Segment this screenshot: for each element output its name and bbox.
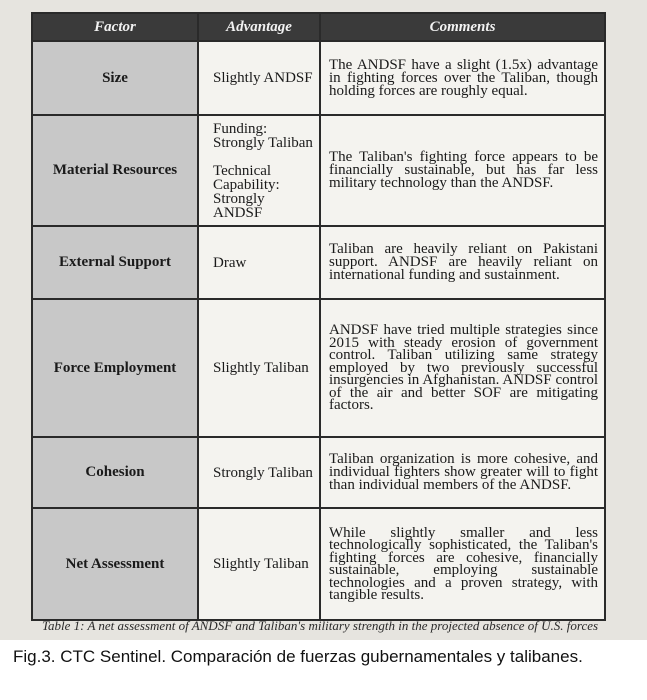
row-comments: ANDSF have tried multiple strategies since 2015 with steady erosion of government control. Taliban utilizing same strategy employed by two previously successful insurgencies in Afghanistan. ANDSF control of the air and better SOF are mitigating factors. <box>320 299 605 437</box>
row-advantage: Slightly ANDSF <box>198 41 320 115</box>
net-assessment-table <box>31 12 606 621</box>
advantage-spacer <box>213 150 315 164</box>
row-factor: Net Assessment <box>32 508 198 620</box>
row-factor: Cohesion <box>32 437 198 508</box>
row-advantage <box>198 115 320 226</box>
table-row <box>32 41 605 115</box>
table-row <box>32 437 605 508</box>
row-advantage: Draw <box>198 226 320 299</box>
row-comments: Taliban are heavily reliant on Pakistani support. ANDSF are heavily reliant on international funding and sustainment. <box>320 226 605 299</box>
table-row <box>32 299 605 437</box>
table-row <box>32 115 605 226</box>
row-comments: While slightly smaller and less technologically sophisticated, the Taliban's fighting forces are cohesive, financially sustainable, employing sustainable technologies and a proven strategy, with tangible results. <box>320 508 605 620</box>
row-advantage: Slightly Taliban <box>198 508 320 620</box>
row-advantage: Slightly Taliban <box>198 299 320 437</box>
row-comments: The ANDSF have a slight (1.5x) advantage in fighting forces over the Taliban, though holding forces are roughly equal. <box>320 41 605 115</box>
header-comments: Comments <box>320 13 605 41</box>
header-advantage: Advantage <box>198 13 320 41</box>
advantage-funding: Funding: Strongly Taliban <box>213 120 313 151</box>
figure-caption: Fig.3. CTC Sentinel. Comparación de fuerzas gubernamentales y talibanes. <box>13 647 583 666</box>
advantage-technical: Technical Capability: Strongly ANDSF <box>213 162 280 221</box>
row-factor: External Support <box>32 226 198 299</box>
row-factor: Size <box>32 41 198 115</box>
row-advantage: Strongly Taliban <box>198 437 320 508</box>
table-row <box>32 508 605 620</box>
table-caption: Table 1: A net assessment of ANDSF and Taliban's military strength in the projected absence of U.S. forces <box>41 618 599 633</box>
table-row <box>32 226 605 299</box>
row-comments: The Taliban's fighting force appears to be financially sustainable, but has far less military technology than the ANDSF. <box>320 115 605 226</box>
table-header-row <box>32 13 605 41</box>
row-comments: Taliban organization is more cohesive, and individual fighters show greater will to fight than individual members of the ANDSF. <box>320 437 605 508</box>
header-factor: Factor <box>32 13 198 41</box>
row-factor: Material Resources <box>32 115 198 226</box>
row-factor: Force Employment <box>32 299 198 437</box>
